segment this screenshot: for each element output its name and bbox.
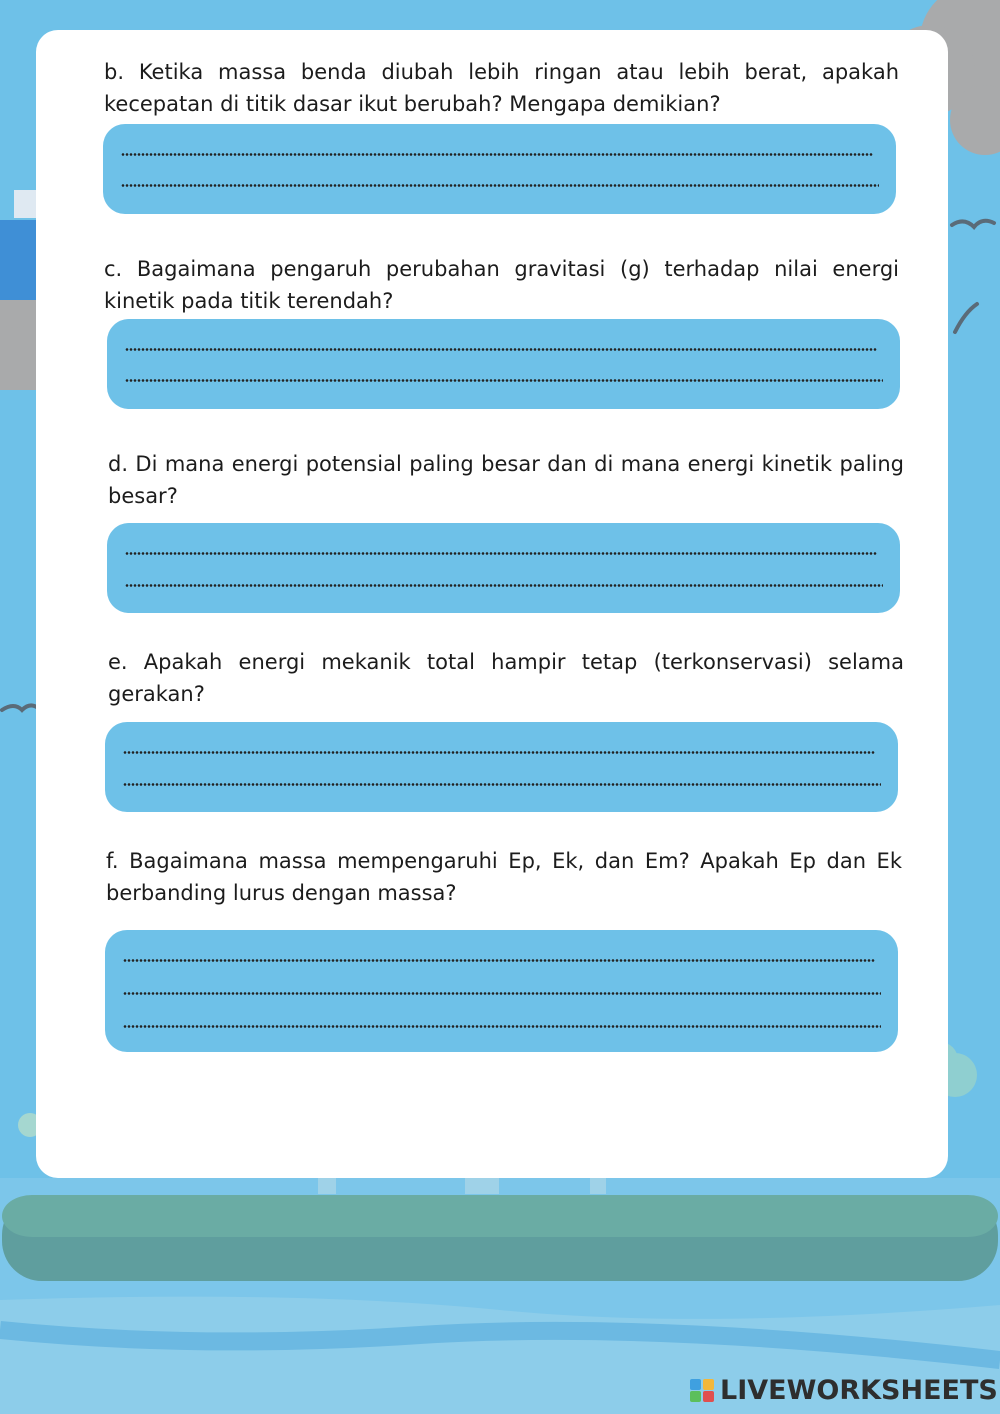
- answer-box-e[interactable]: [105, 722, 898, 812]
- question-d-text: d. Di mana energi potensial paling besar dan di mana energi kinetik paling besar?: [108, 452, 904, 508]
- answer-line[interactable]: [123, 751, 875, 754]
- answer-line[interactable]: [125, 379, 883, 382]
- answer-line[interactable]: [121, 153, 873, 156]
- question-e-text: e. Apakah energi mekanik total hampir tetap (terkonservasi) selama gerakan?: [108, 650, 904, 706]
- answer-line[interactable]: [125, 348, 877, 351]
- answer-box-c[interactable]: [107, 319, 900, 409]
- brand-name: LIVEWORKSHEETS: [720, 1374, 998, 1406]
- answer-line[interactable]: [123, 1025, 881, 1028]
- answer-box-d[interactable]: [107, 523, 900, 613]
- answer-line[interactable]: [123, 959, 875, 962]
- question-b-text: b. Ketika massa benda diubah lebih ringan atau lebih berat, apakah kecepatan di titik dasar ikut berubah? Mengapa demikian?: [104, 60, 899, 116]
- answer-line[interactable]: [121, 184, 879, 187]
- liveworksheets-logo-icon: [688, 1376, 716, 1404]
- answer-line[interactable]: [123, 992, 881, 995]
- answer-line[interactable]: [123, 783, 881, 786]
- question-f-text: f. Bagaimana massa mempengaruhi Ep, Ek, dan Em? Apakah Ep dan Ek berbanding lurus dengan massa?: [106, 849, 902, 905]
- question-c-text: c. Bagaimana pengaruh perubahan gravitasi (g) terhadap nilai energi kinetik pada titik terendah?: [104, 257, 899, 313]
- answer-box-b[interactable]: [103, 124, 896, 214]
- brand-logo: [688, 1372, 998, 1408]
- answer-line[interactable]: [125, 584, 883, 587]
- answer-box-f[interactable]: [105, 930, 898, 1052]
- answer-line[interactable]: [125, 552, 877, 555]
